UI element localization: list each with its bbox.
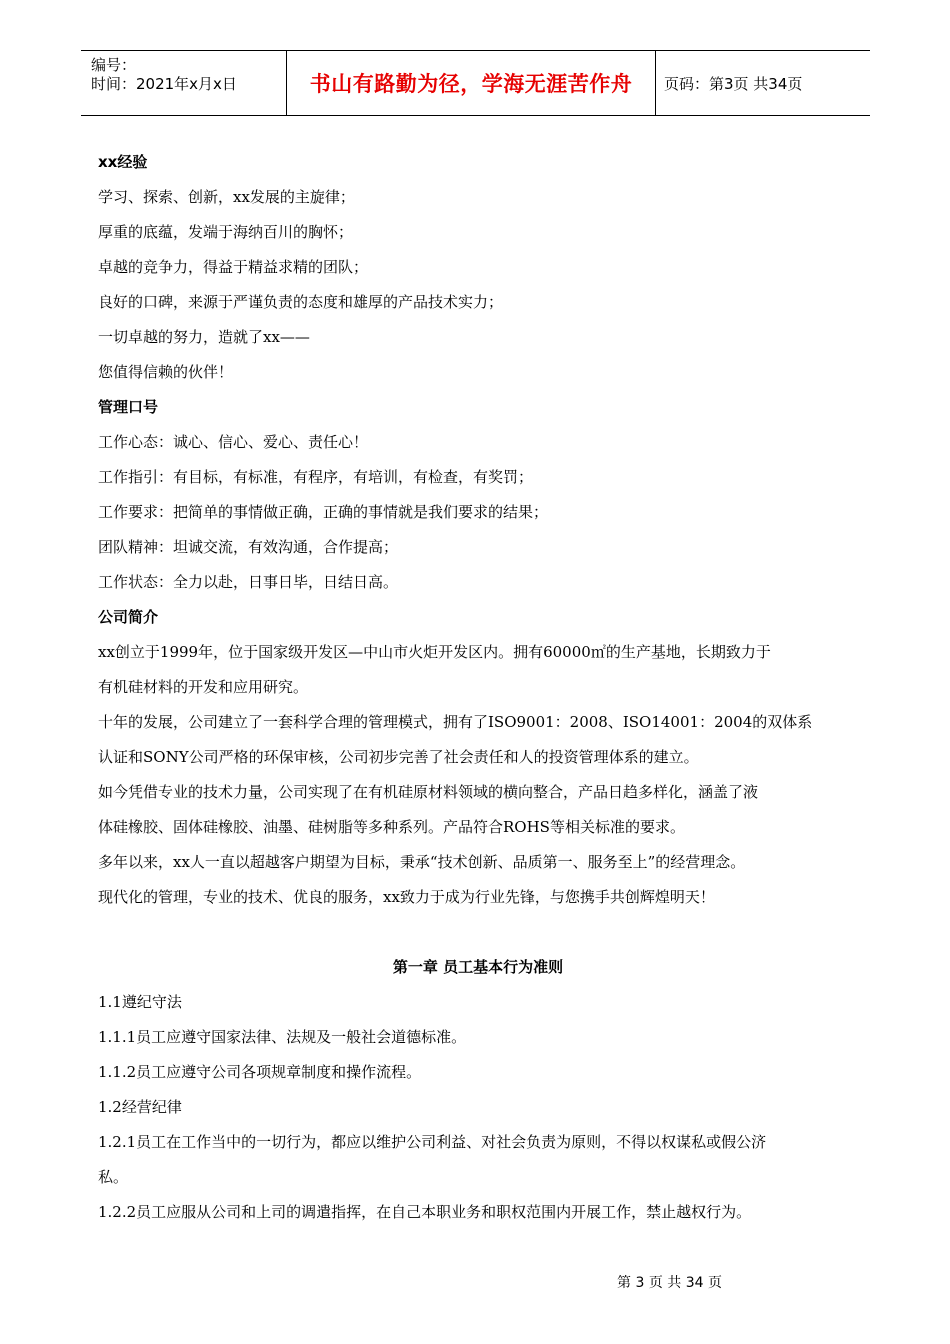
section-title-slogan: 管理口号 (98, 398, 159, 416)
paragraph-line: 工作心态：诚心、信心、爱心、责任心！ (98, 433, 369, 451)
section-title-intro: 公司简介 (98, 608, 159, 626)
paragraph-line: 良好的口碑，来源于严谨负责的态度和雄厚的产品技术实力； (98, 293, 504, 311)
paragraph-line: xx创立于1999年，位于国家级开发区—中山市火炬开发区内。拥有60000㎡的生产基地，长期致力于 (98, 643, 771, 661)
paragraph-line: 私。 (98, 1168, 129, 1186)
paragraph-line: 多年以来，xx人一直以超越客户期望为目标，秉承“技术创新、品质第一、服务至上”的经营理念。 (98, 853, 746, 871)
header-meta (81, 51, 286, 115)
paragraph-line: 有机硅材料的开发和应用研究。 (98, 678, 309, 696)
page-header (81, 50, 870, 116)
header-time-label: 时间：2021年x月x日 (91, 75, 237, 93)
paragraph-line: 工作状态：全力以赴，日事日毕，日结日高。 (98, 573, 399, 591)
section-title-experience: xx经验 (98, 153, 148, 171)
paragraph-line: 团队精神：坦诚交流，有效沟通，合作提高； (98, 538, 399, 556)
paragraph-line: 十年的发展，公司建立了一套科学合理的管理模式，拥有了ISO9001：2008、ISO14001：2004的双体系 (98, 713, 813, 731)
paragraph-line: 学习、探索、创新，xx发展的主旋律； (98, 188, 355, 206)
paragraph-line: 厚重的底蕴，发端于海纳百川的胸怀； (98, 223, 354, 241)
chapter-title: 第一章 员工基本行为准则 (392, 958, 564, 976)
paragraph-line: 1.2.1员工在工作当中的一切行为，都应以维护公司利益、对社会负责为原则，不得以权谋私或假公济 (98, 1133, 767, 1151)
section-spacer (98, 915, 858, 950)
paragraph-line: 1.1.1员工应遵守国家法律、法规及一般社会道德标准。 (98, 1028, 467, 1046)
header-page-label: 页码：第3页 共34页 (664, 74, 803, 93)
page-footer: 第 3 页 共 34 页 (617, 1275, 722, 1291)
paragraph-line: 一切卓越的努力，造就了xx—— (98, 328, 310, 346)
paragraph-line: 工作指引：有目标，有标准，有程序，有培训，有检查，有奖罚； (98, 468, 534, 486)
paragraph-line: 现代化的管理，专业的技术、优良的服务，xx致力于成为行业先锋，与您携手共创辉煌明天！ (98, 888, 715, 906)
paragraph-line: 1.1.2员工应遵守公司各项规章制度和操作流程。 (98, 1063, 422, 1081)
paragraph-line: 您值得信赖的伙伴！ (98, 363, 234, 381)
paragraph-line: 体硅橡胶、固体硅橡胶、油墨、硅树脂等多种系列。产品符合ROHS等相关标准的要求。 (98, 818, 685, 836)
paragraph-line: 卓越的竞争力，得益于精益求精的团队； (98, 258, 369, 276)
header-number-label: 编号： (91, 56, 137, 74)
document-body (98, 145, 858, 1230)
paragraph-line: 1.1遵纪守法 (98, 993, 182, 1011)
paragraph-line: 如今凭借专业的技术力量，公司实现了在有机硅原材料领域的横向整合，产品日趋多样化，涵盖了液 (98, 783, 759, 801)
paragraph-line: 认证和SONY公司严格的环保审核，公司初步完善了社会责任和人的投资管理体系的建立。 (98, 748, 699, 766)
paragraph-line: 工作要求：把简单的事情做正确，正确的事情就是我们要求的结果； (98, 503, 549, 521)
paragraph-line: 1.2经营纪律 (98, 1098, 182, 1116)
paragraph-line: 1.2.2员工应服从公司和上司的调遣指挥，在自己本职业务和职权范围内开展工作，禁止越权行为。 (98, 1203, 752, 1221)
header-motto: 书山有路勤为径，学海无涯苦作舟 (286, 51, 656, 115)
